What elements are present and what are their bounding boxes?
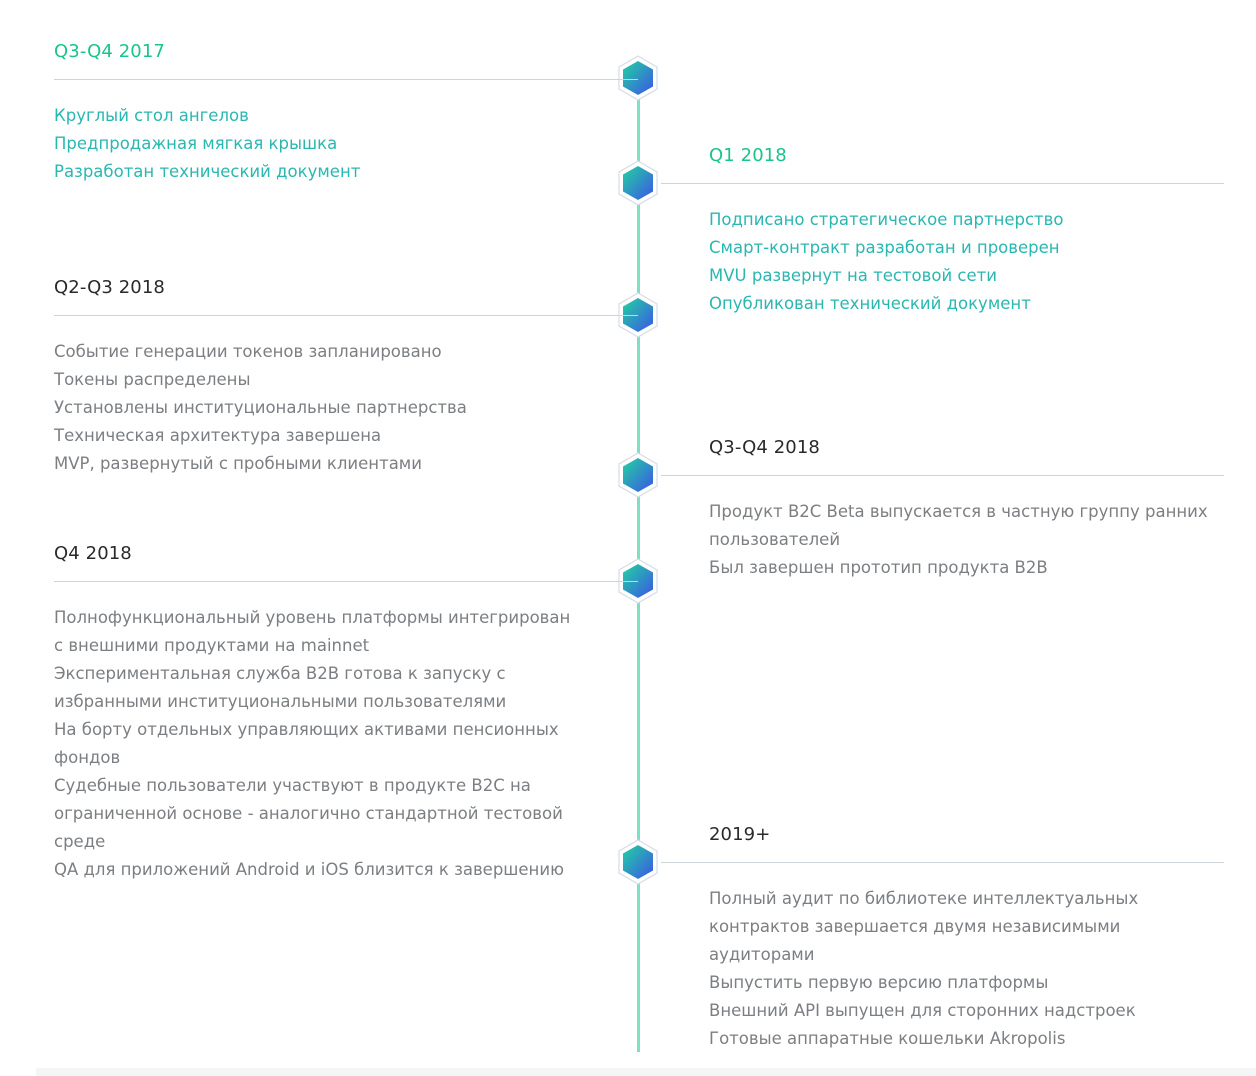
timeline-entry-2019-plus [709, 822, 1224, 1053]
list-item: Опубликован технический документ [709, 294, 1031, 313]
list-item: Полнофункциональный уровень платформы интегрирован с внешними продуктами на mainnet [54, 608, 571, 655]
entry-items [709, 498, 1224, 582]
list-item: Был завершен прототип продукта B2B [709, 558, 1048, 577]
list-item: Выпустить первую версию платформы [709, 973, 1049, 992]
entry-title: Q2-Q3 2018 [54, 277, 165, 298]
list-item: MVP, развернутый с пробными клиентами [54, 454, 422, 473]
timeline-entry-q3-q4-2017 [54, 39, 638, 186]
list-item: Внешний API выпущен для сторонних надстроек [709, 1001, 1136, 1020]
entry-divider [54, 315, 638, 316]
entry-divider [661, 862, 1224, 863]
list-item: Смарт-контракт разработан и проверен [709, 238, 1060, 257]
footer-band [36, 1068, 1256, 1076]
entry-items [709, 206, 1224, 318]
timeline-entry-q2-q3-2018 [54, 275, 638, 478]
entry-items [709, 885, 1224, 1053]
entry-title: Q1 2018 [709, 145, 787, 166]
entry-divider [54, 79, 638, 80]
timeline-entry-q1-2018 [709, 143, 1224, 318]
entry-title: Q3-Q4 2018 [709, 437, 820, 458]
list-item: Продукт B2C Beta выпускается в частную группу ранних пользователей [709, 502, 1208, 549]
list-item: Готовые аппаратные кошельки Akropolis [709, 1029, 1066, 1048]
timeline-entry-q4-2018 [54, 541, 638, 884]
list-item: Разработан технический документ [54, 162, 361, 181]
list-item: Круглый стол ангелов [54, 106, 249, 125]
entry-title: Q4 2018 [54, 543, 132, 564]
timeline-entry-q3-q4-2018 [709, 435, 1224, 582]
list-item: Токены распределены [54, 370, 251, 389]
list-item: Событие генерации токенов запланировано [54, 342, 442, 361]
entry-items [54, 102, 574, 186]
list-item: Судебные пользователи участвуют в продукте B2C на ограниченной основе - аналогично стандартной тестовой среде [54, 776, 563, 851]
list-item: Установлены институциональные партнерства [54, 398, 467, 417]
entry-divider [661, 475, 1224, 476]
list-item: QA для приложений Android и iOS близится к завершению [54, 860, 564, 879]
entry-title: 2019+ [709, 824, 771, 845]
entry-divider [54, 581, 638, 582]
entry-items [54, 604, 574, 884]
entry-divider [661, 183, 1224, 184]
list-item: На борту отдельных управляющих активами пенсионных фондов [54, 720, 559, 767]
list-item: MVU развернут на тестовой сети [709, 266, 997, 285]
list-item: Полный аудит по библиотеке интеллектуальных контрактов завершается двумя независимыми аудиторами [709, 889, 1139, 964]
entry-items [54, 338, 574, 478]
entry-title: Q3-Q4 2017 [54, 41, 165, 62]
list-item: Предпродажная мягкая крышка [54, 134, 338, 153]
list-item: Техническая архитектура завершена [54, 426, 382, 445]
list-item: Экспериментальная служба B2B готова к запуску с избранными институциональными пользователями [54, 664, 507, 711]
list-item: Подписано стратегическое партнерство [709, 210, 1064, 229]
